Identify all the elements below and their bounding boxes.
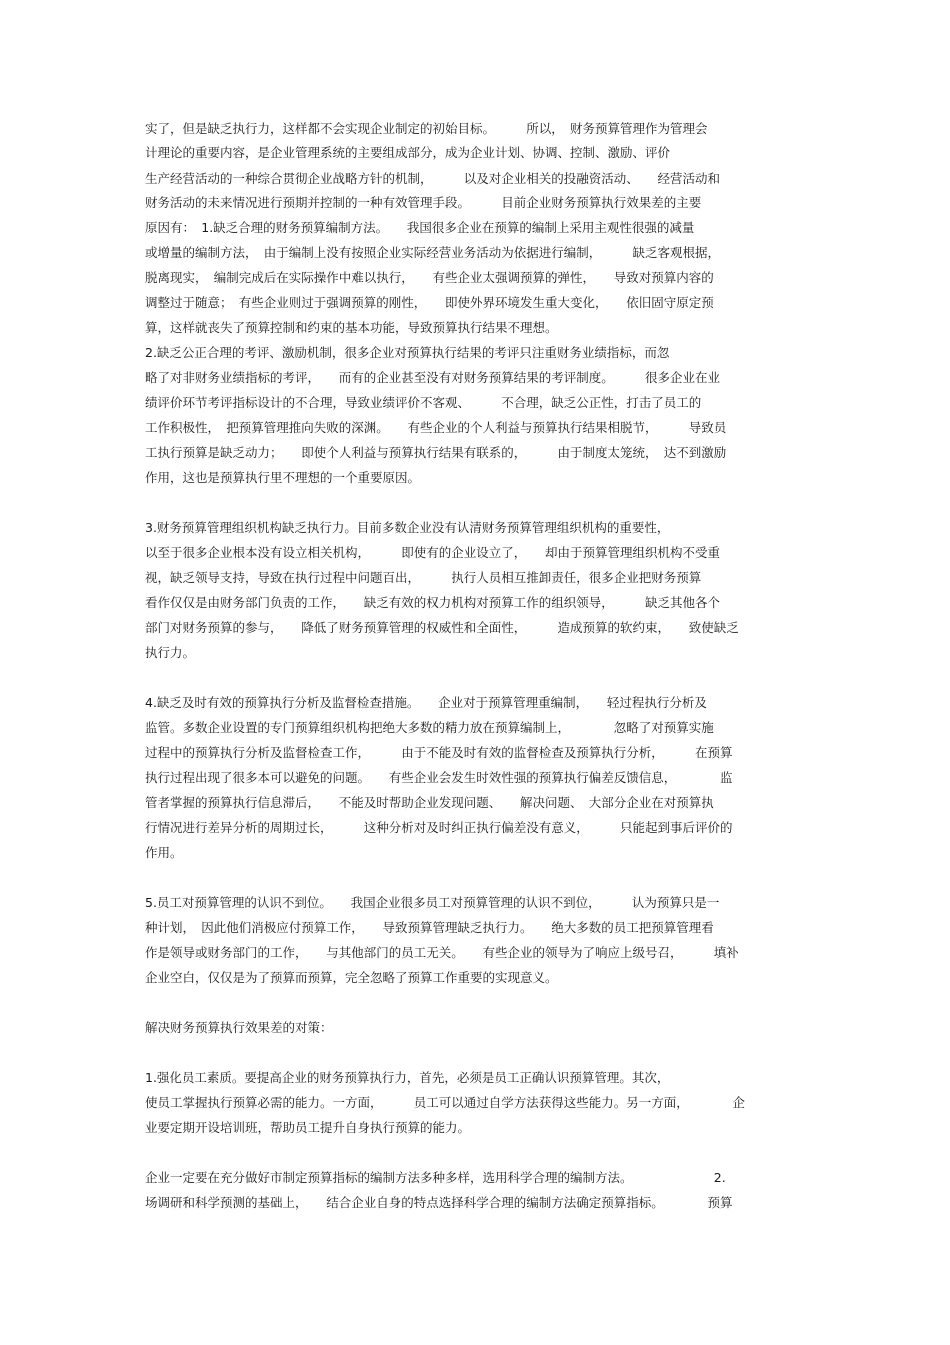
text-line: 3.财务预算管理组织机构缺乏执行力。目前多数企业没有认清财务预算管理组织机构的重要性， xyxy=(145,520,670,535)
text-line: 作用，这也是预算执行里不理想的一个重要原因。 xyxy=(145,470,421,485)
text-line: 4.缺乏及时有效的预算执行分析及监督检查措施。 企业对于预算管理重编制， 轻过程执行分析及 xyxy=(145,695,707,710)
text-line: 5.员工对预算管理的认识不到位。 我国企业很多员工对预算管理的认识不到位， 认为预算只是一 xyxy=(145,895,720,910)
text-line: 算，这样就丧失了预算控制和约束的基本功能，导致预算执行结果不理想。 xyxy=(145,320,558,335)
text-line: 解决财务预算执行效果差的对策： xyxy=(145,1020,333,1035)
text-line: 脱离现实， 编制完成后在实际操作中难以执行， 有些企业太强调预算的弹性， 导致对预算内容的 xyxy=(145,270,714,285)
text-line: 企业空白，仅仅是为了预算而预算，完全忽略了预算工作重要的实现意义。 xyxy=(145,970,558,985)
text-line: 以至于很多企业根本没有设立相关机构， 即使有的企业设立了， 却由于预算管理组织机构不受重 xyxy=(145,545,721,560)
text-line: 财务活动的未来情况进行预期并控制的一种有效管理手段。 目前企业财务预算执行效果差的主要 xyxy=(145,195,702,210)
text-line: 管者掌握的预算执行信息滞后， 不能及时帮助企业发现问题、 解决问题、 大部分企业在对预算执 xyxy=(145,795,714,810)
text-line: 工作积极性， 把预算管理推向失败的深渊。 有些企业的个人利益与预算执行结果相脱节， 导致员 xyxy=(145,420,727,435)
text-line: 工执行预算是缺乏动力； 即使个人利益与预算执行结果有联系的， 由于制度太笼统， 达不到激励 xyxy=(145,445,727,460)
text-line: 业要定期开设培训班，帮助员工提升自身执行预算的能力。 xyxy=(145,1120,471,1135)
text-line: 执行力。 xyxy=(145,645,196,660)
text-line: 原因有： 1.缺乏合理的财务预算编制方法。 我国很多企业在预算的编制上采用主观性很强的减量 xyxy=(145,220,695,235)
text-line: 部门对财务预算的参与， 降低了财务预算管理的权威性和全面性， 造成预算的软约束， 致使缺乏 xyxy=(145,620,739,635)
text-line: 种计划， 因此他们消极应付预算工作， 导致预算管理缺乏执行力。 绝大多数的员工把预算管理看 xyxy=(145,920,714,935)
text-line: 过程中的预算执行分析及监督检查工作， 由于不能及时有效的监督检查及预算执行分析， 在预算 xyxy=(145,745,733,760)
text-line: 实了，但是缺乏执行力，这样都不会实现企业制定的初始目标。 所以， 财务预算管理作为管理会 xyxy=(145,121,708,136)
text-line: 作是领导或财务部门的工作， 与其他部门的员工无关。 有些企业的领导为了响应上级号召， 填补 xyxy=(145,945,739,960)
text-line: 作用。 xyxy=(145,845,183,860)
text-line: 看作仅仅是由财务部门负责的工作， 缺乏有效的权力机构对预算工作的组织领导， 缺乏其他各个 xyxy=(145,595,721,610)
text-line: 场调研和科学预测的基础上， 结合企业自身的特点选择科学合理的编制方法确定预算指标。 预算 xyxy=(145,1195,733,1210)
text-line: 调整过于随意； 有些企业则过于强调预算的刚性， 即使外界环境发生重大变化， 依旧固守原定预 xyxy=(145,295,714,310)
text-line: 生产经营活动的一种综合贯彻企业战略方针的机制， 以及对企业相关的投融资活动、 经营活动和 xyxy=(145,171,721,186)
text-line: 计理论的重要内容，是企业管理系统的主要组成部分，成为企业计划、协调、控制、激励、评价 xyxy=(145,145,671,160)
text-line: 执行过程出现了很多本可以避免的问题。 有些企业会发生时效性强的预算执行偏差反馈信息， 监 xyxy=(145,770,733,785)
text-line: 使员工掌握执行预算必需的能力。一方面， 员工可以通过自学方法获得这些能力。另一方面， 企 xyxy=(145,1095,746,1110)
text-line: 或增量的编制方法， 由于编制上没有按照企业实际经营业务活动为依据进行编制， 缺乏客观根据， xyxy=(145,245,721,260)
text-line: 监管。多数企业设置的专门预算组织机构把绝大多数的精力放在预算编制上， 忽略了对预算实施 xyxy=(145,720,714,735)
text-line: 2.缺乏公正合理的考评、激励机制，很多企业对预算执行结果的考评只注重财务业绩指标，而忽 xyxy=(145,345,670,360)
text-line: 略了对非财务业绩指标的考评， 而有的企业甚至没有对财务预算结果的考评制度。 很多企业在业 xyxy=(145,370,721,385)
text-line: 视，缺乏领导支持，导致在执行过程中问题百出， 执行人员相互推卸责任，很多企业把财务预算 xyxy=(145,570,702,585)
text-line: 1.强化员工素质。要提高企业的财务预算执行力，首先，必须是员工正确认识预算管理。其次， xyxy=(145,1070,670,1085)
text-line: 绩评价环节考评指标设计的不合理，导致业绩评价不客观、 不合理，缺乏公正性，打击了员工的 xyxy=(145,395,702,410)
text-line: 行情况进行差异分析的周期过长， 这种分析对及时纠正执行偏差没有意义， 只能起到事后评价的 xyxy=(145,820,733,835)
text-line: 企业一定要在充分做好市制定预算指标的编制方法多种多样，选用科学合理的编制方法。 2. xyxy=(145,1170,726,1185)
